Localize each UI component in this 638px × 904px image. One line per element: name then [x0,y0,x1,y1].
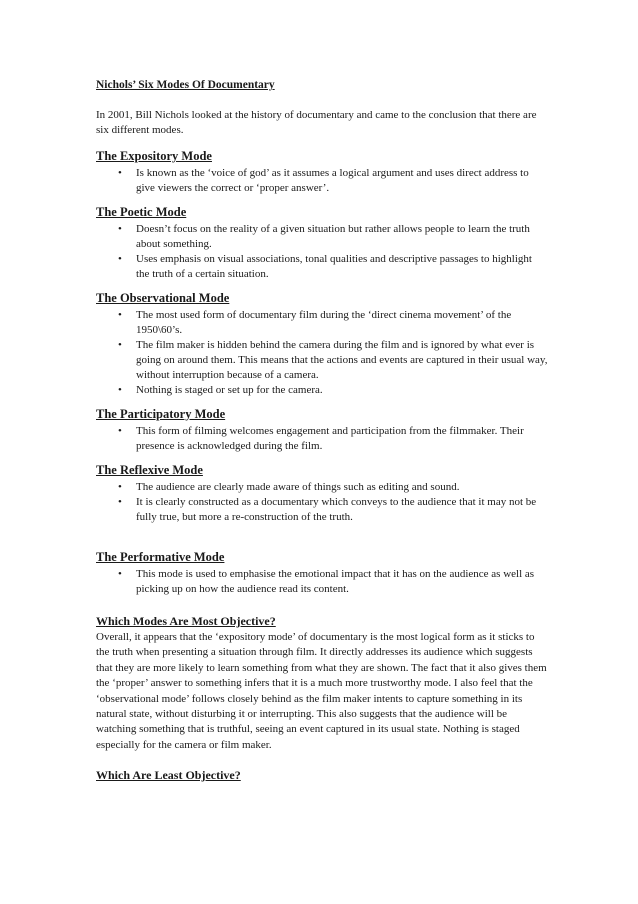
bullet-icon: • [118,309,122,321]
list-item: • Nothing is staged or set up for the camera. [118,384,323,396]
list-item: • The film maker is hidden behind the camera during the film and is ignored by what ever is going on around them. This means that the actions and events are captured in their usual way, without interruption because of a camera. [118,339,548,381]
list-item: • Doesn’t focus on the reality of a given situation but rather allows people to learn the truth about something. [118,223,530,250]
heading-reflexive-mode: The Reflexive Mode [96,463,203,477]
spacer [96,753,548,767]
list-item: • The most used form of documentary film during the ‘direct cinema movement’ of the 1950\60’s. [118,309,512,336]
performative-bullet-list [96,567,548,597]
poetic-bullet-list [96,222,548,282]
heading-performative-mode: The Performative Mode [96,550,225,564]
observational-bullet-list [96,308,548,398]
list-item: • Is known as the ‘voice of god’ as it assumes a logical argument and uses direct address to give viewers the correct or ‘proper answer’. [118,167,529,194]
participatory-bullet-list [96,424,548,454]
heading-observational-mode: The Observational Mode [96,291,230,305]
document-page [96,78,548,784]
most-objective-paragraph: Overall, it appears that the ‘expository mode’ of documentary is the most logical form as it sticks to the truth when presenting a situation through film. It directly addresses its audience which suggests that they are more likely to learn something from what they are shown. The fact that it also gives them the ‘proper’ answer to something infers that it is a much more trustworthy mode. I also feel that the ‘observational mode’ follows closely behind as the film maker intents to capture something in its natural state, without disturbing it or interrupting. This also suggests that the audience will be watching something that is truthful, seeing an event captured in its usual state. Nothing is staged especially for the camera or film maker. [96,631,547,751]
bullet-icon: • [118,339,122,351]
list-item: • This form of filming welcomes engagement and participation from the filmmaker. Their presence is acknowledged during the film. [118,425,524,452]
bullet-icon: • [118,253,122,265]
spacer [96,525,548,541]
expository-bullet-list [96,166,548,196]
document-title: Nichols’ Six Modes Of Documentary [96,79,275,91]
bullet-icon: • [118,425,122,437]
intro-paragraph: In 2001, Bill Nichols looked at the history of documentary and came to the conclusion that there are six different modes. [96,109,537,136]
list-item: • It is clearly constructed as a documentary which conveys to the audience that it may not be fully true, but more a re-construction of the truth. [118,496,537,523]
bullet-icon: • [118,496,122,508]
heading-least-objective: Which Are Least Objective? [96,768,241,783]
list-item: • Uses emphasis on visual associations, tonal qualities and descriptive passages to highlight the truth of a certain situation. [118,253,532,280]
bullet-icon: • [118,568,122,580]
list-item: • This mode is used to emphasise the emotional impact that it has on the audience as well as picking up on how the audience read its content. [118,568,535,595]
bullet-icon: • [118,167,122,179]
bullet-icon: • [118,384,122,396]
spacer [96,597,548,613]
list-item: • The audience are clearly made aware of things such as editing and sound. [118,481,460,493]
bullet-icon: • [118,481,122,493]
heading-poetic-mode: The Poetic Mode [96,205,187,219]
reflexive-bullet-list [96,480,548,525]
bullet-icon: • [118,223,122,235]
heading-most-objective: Which Modes Are Most Objective? [96,614,276,628]
heading-expository-mode: The Expository Mode [96,149,212,163]
heading-participatory-mode: The Participatory Mode [96,407,226,421]
